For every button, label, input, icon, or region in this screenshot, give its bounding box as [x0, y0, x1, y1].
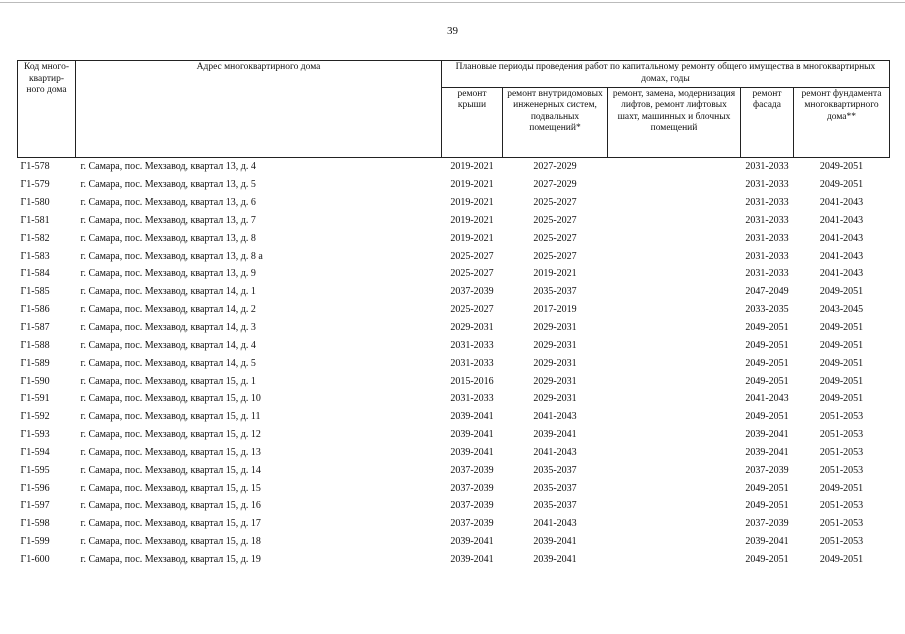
cell-roof: 2039-2041 [450, 536, 494, 548]
cell-code: Г1-583 [20, 250, 50, 262]
cell-roof: 2025-2027 [450, 304, 494, 316]
table-row [18, 247, 890, 265]
cell-code: Г1-584 [20, 268, 50, 280]
cell-address: г. Самара, пос. Мехзавод, квартал 15, д. 19 [80, 553, 261, 565]
header-roof: ремонт крыши [442, 87, 503, 157]
cell-lifts [608, 265, 741, 283]
cell-code: Г1-596 [20, 482, 50, 494]
cell-roof: 2031-2033 [450, 357, 494, 369]
cell-systems: 2025-2027 [533, 197, 577, 209]
cell-code: Г1-589 [20, 357, 50, 369]
cell-code: Г1-594 [20, 446, 50, 458]
table-row [18, 461, 890, 479]
cell-facade: 2031-2033 [745, 197, 789, 209]
cell-facade: 2039-2041 [745, 446, 789, 458]
cell-lifts [608, 408, 741, 426]
cell-facade: 2041-2043 [745, 393, 789, 405]
cell-foundation: 2049-2051 [819, 322, 864, 334]
table-row [18, 336, 890, 354]
cell-lifts [608, 426, 741, 444]
table-row [18, 194, 890, 212]
table-row [18, 515, 890, 533]
header-periods: Плановые периоды проведения работ по капитальному ремонту общего имущества в многоквартирных домах, годы [442, 61, 890, 88]
cell-address: г. Самара, пос. Мехзавод, квартал 13, д. 6 [80, 197, 256, 209]
cell-code: Г1-587 [20, 322, 50, 334]
cell-facade: 2031-2033 [745, 232, 789, 244]
header-lifts: ремонт, замена, модернизация лифтов, ремонт лифтовых шахт, машинных и блочных помещений [608, 87, 741, 157]
cell-roof: 2037-2039 [450, 286, 494, 298]
cell-lifts [608, 301, 741, 319]
cell-roof: 2037-2039 [450, 518, 494, 530]
cell-foundation: 2049-2051 [819, 357, 864, 369]
header-code: Код много-квартир-ного дома [18, 61, 76, 158]
cell-facade: 2031-2033 [745, 268, 789, 280]
cell-foundation: 2049-2051 [819, 482, 864, 494]
cell-roof: 2039-2041 [450, 553, 494, 565]
cell-facade: 2049-2051 [745, 339, 789, 351]
cell-systems: 2029-2031 [533, 375, 577, 387]
cell-code: Г1-578 [18, 158, 76, 176]
cell-facade: 2031-2033 [745, 250, 789, 262]
table-row [18, 372, 890, 390]
cell-code: Г1-581 [20, 214, 50, 226]
cell-lifts [608, 390, 741, 408]
cell-roof: 2019-2021 [442, 158, 503, 176]
top-divider [0, 2, 905, 3]
cell-roof: 2019-2021 [450, 179, 494, 191]
table-row [18, 479, 890, 497]
cell-address: г. Самара, пос. Мехзавод, квартал 14, д. 2 [80, 304, 256, 316]
capital-repair-table [17, 60, 890, 568]
cell-facade: 2037-2039 [745, 518, 789, 530]
cell-lifts [608, 461, 741, 479]
cell-address: г. Самара, пос. Мехзавод, квартал 13, д. 8 а [80, 250, 263, 262]
cell-address: г. Самара, пос. Мехзавод, квартал 14, д. 5 [80, 357, 256, 369]
table-row [18, 533, 890, 551]
cell-address: г. Самара, пос. Мехзавод, квартал 13, д. 5 [80, 179, 256, 191]
cell-systems: 2025-2027 [533, 214, 577, 226]
cell-address: г. Самара, пос. Мехзавод, квартал 14, д. 4 [80, 339, 256, 351]
cell-systems: 2035-2037 [533, 286, 577, 298]
cell-foundation: 2041-2043 [819, 250, 864, 262]
cell-address: г. Самара, пос. Мехзавод, квартал 14, д. 1 [80, 286, 256, 298]
cell-systems: 2029-2031 [533, 322, 577, 334]
cell-systems: 2027-2029 [503, 158, 608, 176]
page-number: 39 [447, 25, 458, 37]
cell-code: Г1-598 [20, 518, 50, 530]
cell-lifts [608, 194, 741, 212]
cell-roof: 2019-2021 [450, 232, 494, 244]
cell-systems: 2041-2043 [533, 518, 577, 530]
cell-facade: 2039-2041 [745, 536, 789, 548]
cell-facade: 2031-2033 [745, 214, 789, 226]
cell-systems: 2039-2041 [533, 536, 577, 548]
cell-roof: 2025-2027 [450, 268, 494, 280]
cell-code: Г1-591 [20, 393, 50, 405]
table-row [18, 319, 890, 337]
cell-facade: 2037-2039 [745, 464, 789, 476]
cell-systems: 2027-2029 [533, 179, 577, 191]
cell-roof: 2037-2039 [450, 500, 494, 512]
cell-facade: 2049-2051 [745, 322, 789, 334]
cell-facade: 2049-2051 [745, 482, 789, 494]
cell-facade: 2049-2051 [745, 500, 789, 512]
cell-systems: 2025-2027 [533, 250, 577, 262]
table-row [18, 212, 890, 230]
cell-facade: 2033-2035 [745, 304, 789, 316]
cell-roof: 2029-2031 [450, 322, 494, 334]
cell-address: г. Самара, пос. Мехзавод, квартал 15, д. 1 [80, 375, 256, 387]
table-row [18, 265, 890, 283]
cell-facade: 2039-2041 [745, 429, 789, 441]
cell-facade: 2031-2033 [745, 179, 789, 191]
table-row [18, 551, 890, 569]
cell-code: Г1-590 [20, 375, 50, 387]
cell-foundation: 2049-2051 [819, 553, 864, 565]
cell-address: г. Самара, пос. Мехзавод, квартал 13, д. 8 [80, 232, 256, 244]
cell-foundation: 2049-2051 [819, 286, 864, 298]
cell-foundation: 2051-2053 [819, 411, 864, 423]
table-row [18, 301, 890, 319]
cell-roof: 2039-2041 [450, 429, 494, 441]
table-row [18, 229, 890, 247]
cell-address: г. Самара, пос. Мехзавод, квартал 15, д. 17 [80, 518, 261, 530]
cell-address: г. Самара, пос. Мехзавод, квартал 13, д. 9 [80, 268, 256, 280]
header-address: Адрес многоквартирного дома [76, 61, 442, 158]
cell-lifts [608, 551, 741, 569]
cell-address: г. Самара, пос. Мехзавод, квартал 15, д. 13 [80, 446, 261, 458]
cell-systems: 2017-2019 [533, 304, 577, 316]
cell-facade: 2049-2051 [745, 411, 789, 423]
cell-foundation: 2049-2051 [819, 339, 864, 351]
cell-foundation: 2043-2045 [819, 304, 864, 316]
cell-foundation: 2051-2053 [819, 429, 864, 441]
cell-roof: 2037-2039 [450, 464, 494, 476]
table-row [18, 497, 890, 515]
cell-roof: 2039-2041 [450, 446, 494, 458]
cell-foundation: 2041-2043 [819, 232, 864, 244]
table-row [18, 283, 890, 301]
cell-roof: 2019-2021 [450, 214, 494, 226]
cell-systems: 2029-2031 [533, 339, 577, 351]
cell-facade: 2049-2051 [745, 553, 789, 565]
cell-systems: 2029-2031 [533, 393, 577, 405]
cell-lifts [608, 229, 741, 247]
cell-systems: 2039-2041 [533, 429, 577, 441]
cell-lifts [608, 372, 741, 390]
cell-lifts [608, 515, 741, 533]
cell-roof: 2037-2039 [450, 482, 494, 494]
table-row [18, 354, 890, 372]
cell-code: Г1-579 [20, 179, 50, 191]
table-row [18, 444, 890, 462]
cell-code: Г1-592 [20, 411, 50, 423]
cell-foundation: 2051-2053 [819, 518, 864, 530]
cell-foundation: 2051-2053 [819, 446, 864, 458]
cell-foundation: 2049-2051 [819, 375, 864, 387]
cell-address: г. Самара, пос. Мехзавод, квартал 15, д. 15 [80, 482, 261, 494]
cell-roof: 2039-2041 [450, 411, 494, 423]
cell-lifts [608, 533, 741, 551]
cell-roof: 2015-2016 [450, 375, 494, 387]
cell-foundation: 2051-2053 [819, 500, 864, 512]
cell-address: г. Самара, пос. Мехзавод, квартал 14, д. 3 [80, 322, 256, 334]
cell-code: Г1-599 [20, 536, 50, 548]
cell-systems: 2035-2037 [533, 482, 577, 494]
cell-address: г. Самара, пос. Мехзавод, квартал 13, д. 7 [80, 214, 256, 226]
cell-roof: 2031-2033 [450, 339, 494, 351]
cell-code: Г1-593 [20, 429, 50, 441]
header-systems: ремонт внутридомовых инженерных систем, подвальных помещений* [503, 87, 608, 157]
table-row [18, 390, 890, 408]
cell-facade: 2049-2051 [745, 375, 789, 387]
table-header [18, 61, 890, 158]
cell-lifts [608, 354, 741, 372]
cell-facade: 2031-2033 [741, 158, 794, 176]
table-row [18, 408, 890, 426]
cell-address: г. Самара, пос. Мехзавод, квартал 15, д. 14 [80, 464, 261, 476]
cell-systems: 2041-2043 [533, 411, 577, 423]
cell-systems: 2035-2037 [533, 464, 577, 476]
table-row [18, 176, 890, 194]
cell-roof: 2031-2033 [450, 393, 494, 405]
cell-roof: 2019-2021 [450, 197, 494, 209]
cell-address: г. Самара, пос. Мехзавод, квартал 13, д. 4 [76, 158, 442, 176]
cell-foundation: 2041-2043 [819, 197, 864, 209]
cell-code: Г1-580 [20, 197, 50, 209]
cell-address: г. Самара, пос. Мехзавод, квартал 15, д. 18 [80, 536, 261, 548]
cell-foundation: 2051-2053 [819, 536, 864, 548]
cell-address: г. Самара, пос. Мехзавод, квартал 15, д. 16 [80, 500, 261, 512]
cell-code: Г1-588 [20, 339, 50, 351]
cell-systems: 2041-2043 [533, 446, 577, 458]
cell-address: г. Самара, пос. Мехзавод, квартал 15, д. 10 [80, 393, 261, 405]
cell-systems: 2035-2037 [533, 500, 577, 512]
cell-foundation: 2049-2051 [794, 158, 890, 176]
table-body [18, 158, 890, 569]
cell-lifts [608, 158, 741, 176]
cell-lifts [608, 212, 741, 230]
cell-address: г. Самара, пос. Мехзавод, квартал 15, д. 11 [80, 411, 261, 423]
cell-foundation: 2051-2053 [819, 464, 864, 476]
cell-foundation: 2041-2043 [819, 214, 864, 226]
cell-lifts [608, 479, 741, 497]
table-row [18, 158, 890, 176]
cell-foundation: 2049-2051 [819, 179, 864, 191]
cell-lifts [608, 176, 741, 194]
cell-code: Г1-595 [20, 464, 50, 476]
cell-lifts [608, 444, 741, 462]
cell-code: Г1-586 [20, 304, 50, 316]
cell-code: Г1-585 [20, 286, 50, 298]
header-foundation: ремонт фундамента многоквартирного дома** [794, 87, 890, 157]
cell-code: Г1-597 [20, 500, 50, 512]
cell-foundation: 2041-2043 [819, 268, 864, 280]
cell-facade: 2047-2049 [745, 286, 789, 298]
cell-lifts [608, 319, 741, 337]
cell-lifts [608, 497, 741, 515]
cell-systems: 2019-2021 [533, 268, 577, 280]
cell-systems: 2025-2027 [533, 232, 577, 244]
cell-facade: 2049-2051 [745, 357, 789, 369]
table-row [18, 426, 890, 444]
cell-lifts [608, 283, 741, 301]
cell-systems: 2039-2041 [533, 553, 577, 565]
cell-roof: 2025-2027 [450, 250, 494, 262]
cell-address: г. Самара, пос. Мехзавод, квартал 15, д. 12 [80, 429, 261, 441]
header-facade: ремонт фасада [741, 87, 794, 157]
cell-code: Г1-600 [20, 553, 50, 565]
cell-foundation: 2049-2051 [819, 393, 864, 405]
cell-lifts [608, 247, 741, 265]
cell-systems: 2029-2031 [533, 357, 577, 369]
cell-code: Г1-582 [20, 232, 50, 244]
cell-lifts [608, 336, 741, 354]
